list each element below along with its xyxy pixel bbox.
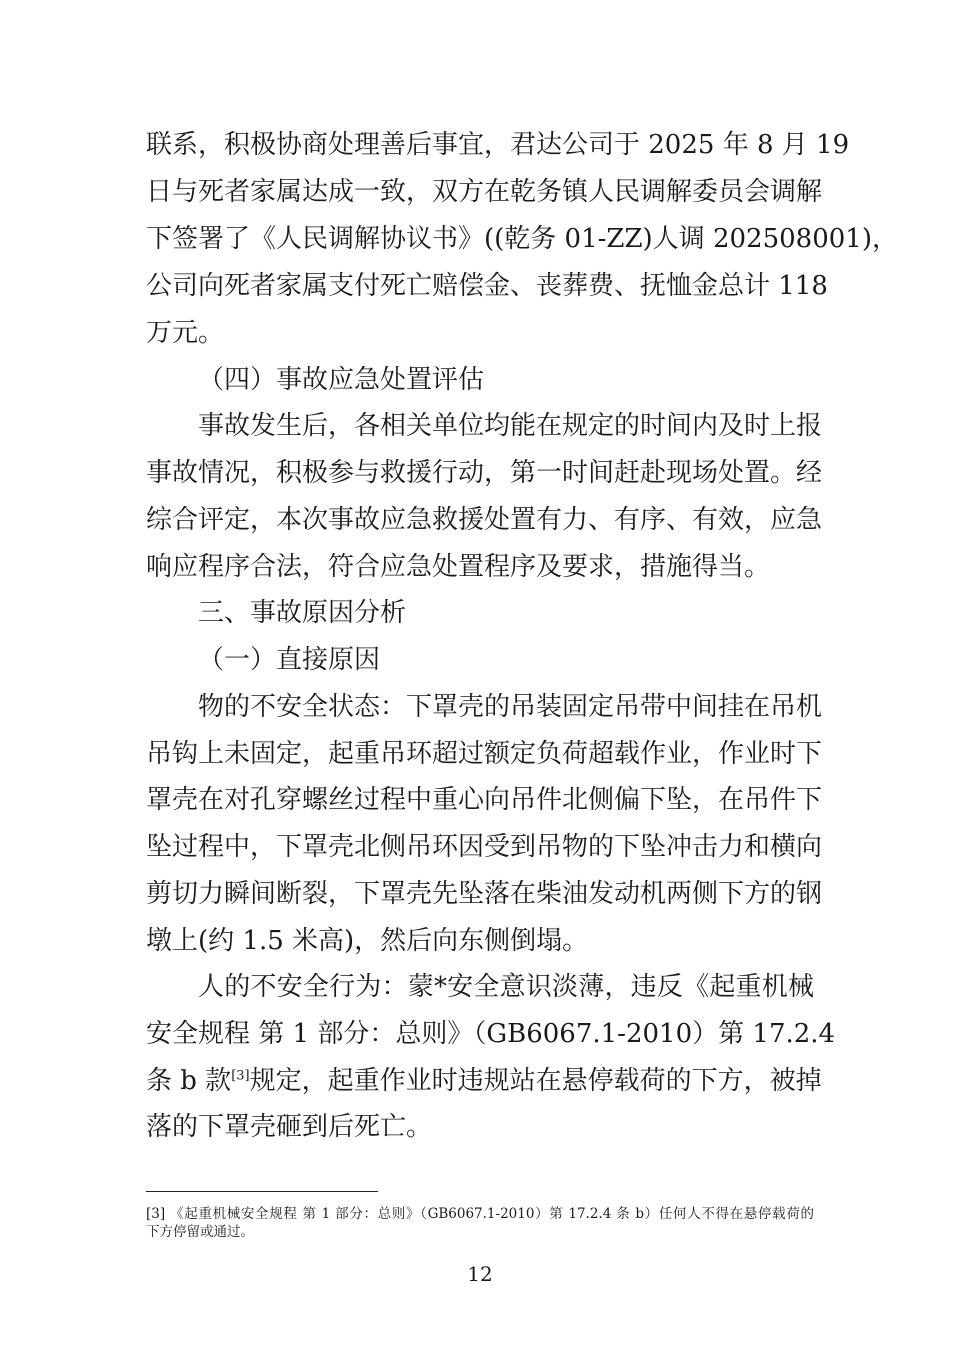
body-line: 剪切力瞬间断裂，下罩壳先坠落在柴油发动机两侧下方的钢 [146,879,823,909]
body-line: 墩上(约 1.5 米高)，然后向东侧倒塌。 [146,926,589,956]
body-line [146,1066,822,1096]
footnote-divider [146,1191,378,1192]
footnote-text: 下方停留或通过。 [146,1224,254,1240]
body-text: 规定，起重作业时违规站在悬停载荷的下方，被掉 [249,1066,822,1096]
body-line: 落的下罩壳砸到后死亡。 [146,1112,433,1142]
body-line: 人的不安全行为：蒙*安全意识淡薄，违反《起重机械 [198,972,814,1002]
body-line: 事故发生后，各相关单位均能在规定的时间内及时上报 [198,411,823,441]
body-line: 坠过程中，下罩壳北侧吊环因受到吊物的下坠冲击力和横向 [146,832,823,862]
body-line: 公司向死者家属支付死亡赔偿金、丧葬费、抚恤金总计 118 [146,271,828,301]
body-line: 罩壳在对孔穿螺丝过程中重心向吊件北侧偏下坠，在吊件下 [146,785,823,815]
body-line: 联系，积极协商处理善后事宜，君达公司于 2025 年 8 月 19 [146,130,850,160]
section-heading: （一）直接原因 [198,645,381,675]
section-heading: （四）事故应急处置评估 [198,365,485,395]
body-text: 条 b 款 [146,1066,232,1096]
chapter-heading: 三、事故原因分析 [198,598,407,628]
body-line: 物的不安全状态：下罩壳的吊装固定吊带中间挂在吊机 [198,692,823,722]
body-line: 响应程序合法，符合应急处置程序及要求，措施得当。 [146,552,771,582]
body-line: 吊钩上未固定，起重吊环超过额定负荷超载作业，作业时下 [146,739,823,769]
body-line: 事故情况，积极参与救援行动，第一时间赶赴现场处置。经 [146,458,823,488]
body-line: 综合评定，本次事故应急救援处置有力、有序、有效，应急 [146,505,823,535]
footnote-text: [3] 《起重机械安全规程 第 1 部分：总则》（GB6067.1-2010）第 17.2.4 条 b）任何人不得在悬停载荷的 [146,1206,814,1222]
body-line: 万元。 [146,318,225,348]
body-line: 安全规程 第 1 部分：总则》（GB6067.1-2010）第 17.2.4 [146,1019,836,1049]
footnote-reference[interactable]: [3] [231,1068,250,1084]
body-line: 日与死者家属达成一致，双方在乾务镇人民调解委员会调解 [146,177,823,207]
body-line: 下签署了《人民调解协议书》((乾务 01-ZZ)人调 202508001)， [146,224,898,254]
page-number: 12 [467,1262,493,1286]
